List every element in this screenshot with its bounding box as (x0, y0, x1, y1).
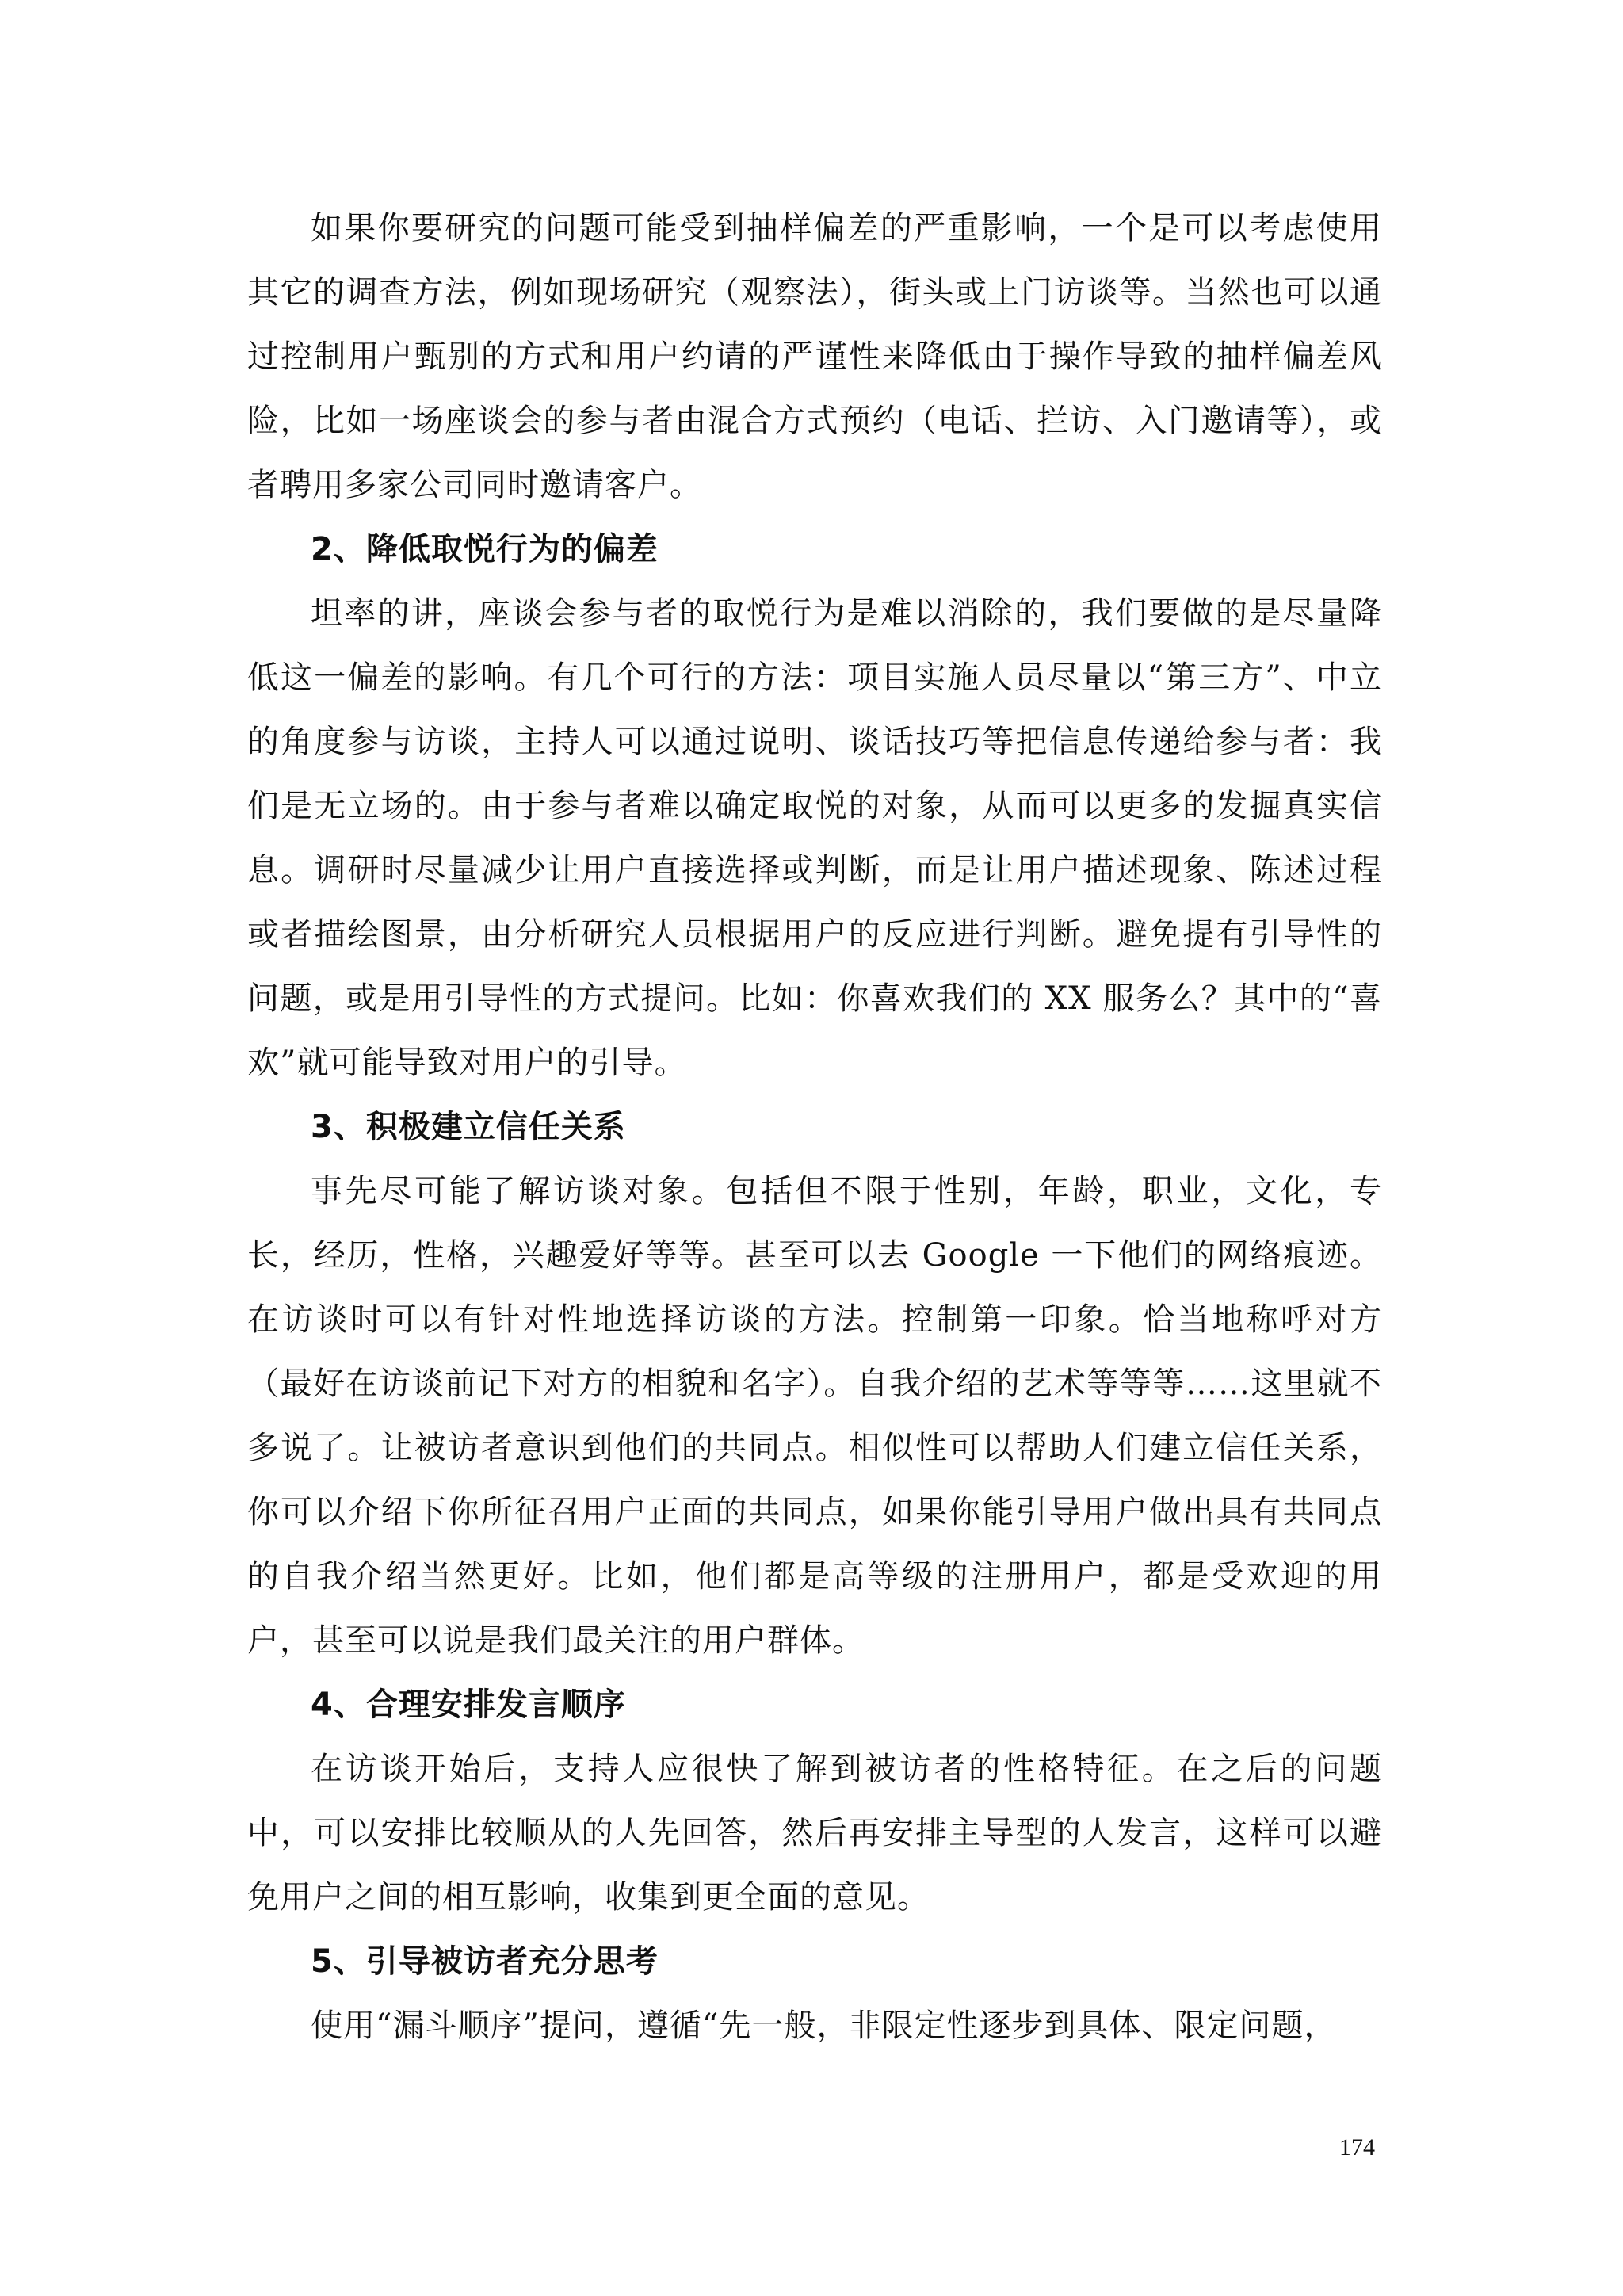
page-number: 174 (1339, 2134, 1375, 2160)
paragraph-funnel-questions: 使用“漏斗顺序”提问，遵循“先一般，非限定性逐步到具体、限定问题， (311, 2008, 1337, 2044)
paragraph-pleasing-bias: 坦率的讲，座谈会参与者的取悦行为是难以消除的，我们要做的是尽量降低这一偏差的影响。有几个可行的方法：项目实施人员尽量以“第三方”、中立的角度参与访谈，主持人可以通过说明、谈话技巧等把信息传递给参与者：我们是无立场的。由于参与者难以确定取悦的对象，从而可以更多的发掘真实信息。调研时尽量减少让用户直接选择或判断，而是让用户描述现象、陈述过程或者描绘图景，由分析研究人员根据用户的反应进行判断。避免提有引导性的问题，或是用引导性的方式提问。比如：你喜欢我们的 XX 服务么？其中的“喜欢”就可能导致对用户的引导。 (247, 595, 1382, 1081)
paragraph-sampling-bias-remedy: 如果你要研究的问题可能受到抽样偏差的严重影响，一个是可以考虑使用其它的调查方法，例如现场研究（观察法），街头或上门访谈等。当然也可以通过控制用户甄别的方式和用户约请的严谨性来降低由于操作导致的抽样偏差风险，比如一场座谈会的参与者由混合方式预约（电话、拦访、入门邀请等），或者聘用多家公司同时邀请客户。 (247, 210, 1382, 503)
section-heading-2: 2、降低取悦行为的偏差 (311, 531, 659, 567)
section-heading-4: 4、合理安排发言顺序 (311, 1687, 626, 1723)
page-body (247, 197, 1382, 2058)
paragraph-build-trust: 事先尽可能了解访谈对象。包括但不限于性别，年龄，职业，文化，专长，经历，性格，兴趣爱好等等。甚至可以去 Google 一下他们的网络痕迹。在访谈时可以有针对性地选择访谈的方法。控制第一印象。恰当地称呼对方（最好在访谈前记下对方的相貌和名字）。自我介绍的艺术等等等……这里就不多说了。让被访者意识到他们的共同点。相似性可以帮助人们建立信任关系，你可以介绍下你所征召用户正面的共同点，如果你能引导用户做出具有共同点的自我介绍当然更好。比如，他们都是高等级的注册用户，都是受欢迎的用户，甚至可以说是我们最关注的用户群体。 (247, 1173, 1382, 1659)
paragraph-speaking-order: 在访谈开始后，支持人应很快了解到被访者的性格特征。在之后的问题中，可以安排比较顺从的人先回答，然后再安排主导型的人发言，这样可以避免用户之间的相互影响，收集到更全面的意见。 (247, 1751, 1382, 1916)
section-heading-3: 3、积极建立信任关系 (311, 1109, 626, 1145)
section-heading-5: 5、引导被访者充分思考 (311, 1943, 659, 1980)
